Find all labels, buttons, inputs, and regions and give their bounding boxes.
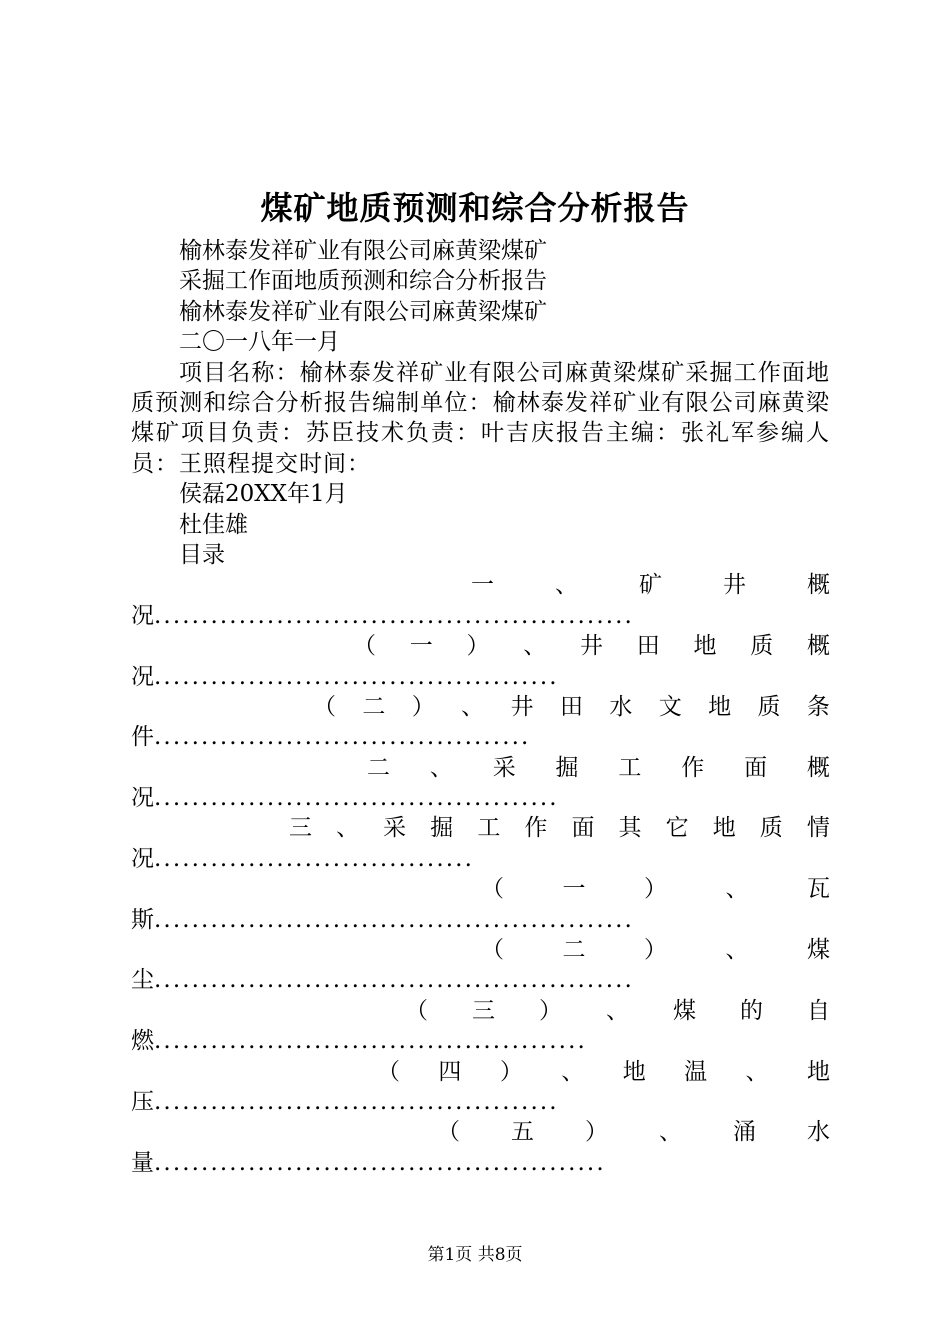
toc-entry-tail (131, 1026, 830, 1056)
toc-leader-dots: ........................................... (154, 785, 559, 812)
toc-entry-last-char: 斯 (131, 906, 154, 933)
toc-entry-tail (131, 844, 830, 874)
toc-leader-dots: .............................................. (154, 1028, 587, 1055)
toc-entry[interactable] (131, 813, 830, 874)
toc-entry-title: （ 三 ） 、 煤 的 自 (405, 997, 830, 1024)
toc-entry-title: （ 二 ） 、 井 田 水 文 地 质 条 (313, 693, 830, 720)
toc-entry[interactable] (131, 935, 830, 996)
toc-entry-tail (131, 905, 830, 935)
company-name-line-2: 榆林泰发祥矿业有限公司麻黄梁煤矿 (179, 298, 547, 325)
toc-entry-title: （ 五 ） 、 涌 水 (437, 1119, 830, 1146)
toc-entry-tail (131, 722, 830, 752)
toc-entry-title: 一 、 矿 井 概 (471, 572, 830, 599)
document-body (131, 236, 830, 1178)
toc-entry[interactable] (131, 753, 830, 814)
toc-entry-last-char: 量 (131, 1149, 154, 1176)
toc-entry-title: （ 四 ） 、 地 温 、 地 (377, 1058, 830, 1085)
toc-entry-last-char: 况 (131, 845, 154, 872)
toc-entry-title: （ 一 ） 、 瓦 (481, 876, 830, 903)
toc-leader-dots: ........................................... (154, 663, 559, 690)
toc-entry-title: 三 、 采 掘 工 作 面 其 它 地 质 情 (289, 815, 830, 842)
toc-entry-tail (131, 601, 830, 631)
toc-leader-dots: .................................. (154, 845, 474, 872)
toc-leader-dots: ................................................... (154, 906, 634, 933)
date-line: 二〇一八年一月 (179, 329, 340, 356)
toc-entry[interactable] (131, 1057, 830, 1118)
toc-leader-dots: ................................................ (154, 1149, 606, 1176)
page-footer: 第1页 共8页 (427, 1245, 523, 1265)
toc-entry-last-char: 况 (131, 785, 154, 812)
toc-entry-tail (131, 1087, 830, 1117)
toc-entry[interactable] (131, 692, 830, 753)
toc-leader-dots: ................................................... (154, 602, 634, 629)
person-line: 杜佳雄 (179, 511, 248, 538)
toc-entry[interactable] (131, 1117, 830, 1178)
toc-entry-tail (131, 965, 830, 995)
toc-entry[interactable] (131, 631, 830, 692)
project-info-paragraph: 项目名称：榆林泰发祥矿业有限公司麻黄梁煤矿采掘工作面地质预测和综合分析报告编制单位：榆林泰发祥矿业有限公司麻黄梁煤矿项目负责：苏臣技术负责：叶吉庆报告主编：张礼军参编人员：王照程提交时间： (131, 359, 830, 477)
company-name-line: 榆林泰发祥矿业有限公司麻黄梁煤矿 (179, 238, 547, 264)
toc-entry-title: 二 、 采 掘 工 作 面 概 (367, 754, 830, 781)
toc-entry-tail (131, 662, 830, 692)
toc-entry-last-char: 尘 (131, 967, 154, 994)
toc-entry-last-char: 况 (131, 663, 154, 690)
toc-entry-tail (131, 783, 830, 813)
toc-entry[interactable] (131, 570, 830, 631)
table-of-contents (131, 570, 830, 1178)
toc-entry-title: （ 一 ） 、 井 田 地 质 概 (353, 633, 830, 660)
toc-entry-last-char: 压 (131, 1089, 154, 1115)
toc-leader-dots: ................................................... (154, 967, 634, 994)
toc-heading: 目录 (179, 541, 225, 568)
toc-entry[interactable] (131, 874, 830, 935)
toc-entry-last-char: 况 (131, 602, 154, 629)
report-name-line: 采掘工作面地质预测和综合分析报告 (179, 268, 547, 295)
toc-leader-dots: ........................................ (154, 724, 531, 751)
toc-leader-dots: ........................................... (154, 1089, 559, 1115)
submitter-line: 侯磊20XX年1月 (179, 481, 348, 508)
document-title: 煤矿地质预测和综合分析报告 (260, 189, 690, 227)
toc-entry-tail (131, 1148, 830, 1178)
toc-entry-last-char: 燃 (131, 1028, 154, 1055)
toc-entry-title: （ 二 ） 、 煤 (481, 937, 830, 964)
toc-entry-last-char: 件 (131, 724, 154, 751)
toc-entry[interactable] (131, 996, 830, 1057)
